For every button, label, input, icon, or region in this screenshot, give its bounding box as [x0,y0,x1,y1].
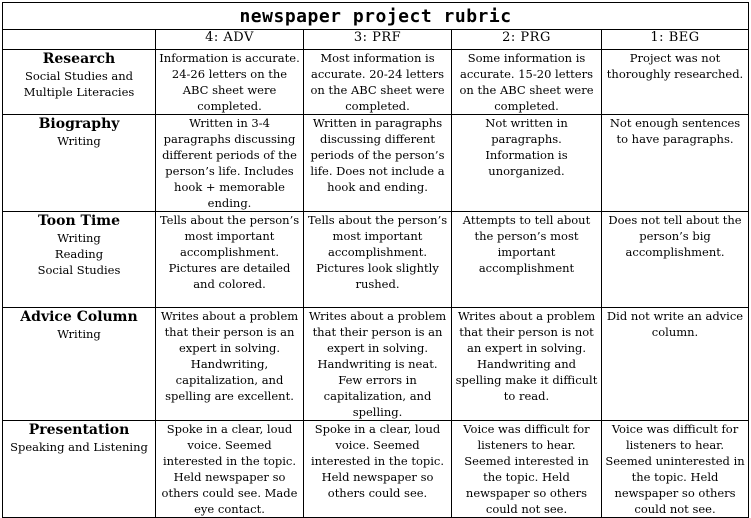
level-header: 1: BEG [602,30,749,50]
category-title: Biography [38,116,120,132]
level-header: 4: ADV [156,30,304,50]
criteria-cell: Project was not thoroughly researched. [602,50,749,115]
level-header: 3: PRF [304,30,452,50]
category-title: Presentation [28,422,130,438]
criteria-cell: Some information is accurate. 15-20 letters on the ABC sheet were completed. [452,50,602,115]
criteria-cell: Writes about a problem that their person is an expert in solving. Handwriting, capitalization, and spelling are excellent. [156,308,304,421]
criteria-cell: Voice was difficult for listeners to hear. Seemed uninterested in the topic. Held newspaper so others could not see. [602,421,749,518]
header-row [3,30,749,50]
criteria-cell: Does not tell about the person’s big accomplishment. [602,212,749,308]
category-subject: Multiple Literacies [23,85,135,99]
criteria-cell: Voice was difficult for listeners to hear. Seemed interested in the topic. Held newspaper so others could not see. [452,421,602,518]
rubric-row-presentation [3,421,749,518]
category-subject: Social Studies [37,263,121,277]
criteria-cell: Written in 3-4 paragraphs discussing different periods of the person’s life. Includes hook + memorable ending. [156,115,304,212]
criteria-cell: Spoke in a clear, loud voice. Seemed interested in the topic. Held newspaper so others could see. Made eye contact. [156,421,304,518]
criteria-cell: Written in paragraphs discussing different periods of the person’s life. Does not include a hook and ending. [304,115,452,212]
category-cell [3,115,156,212]
criteria-cell: Not written in paragraphs. Information is unorganized. [452,115,602,212]
category-title: Advice Column [20,309,138,325]
rubric-table [2,2,749,518]
criteria-cell: Spoke in a clear, loud voice. Seemed interested in the topic. Held newspaper so others could see. [304,421,452,518]
category-title: Toon Time [38,213,120,229]
rubric-row-advice-column [3,308,749,421]
criteria-cell: Tells about the person’s most important accomplishment. Pictures are detailed and colored. [156,212,304,308]
category-subject: Reading [54,247,104,261]
category-cell [3,212,156,308]
rubric-row-toon-time [3,212,749,308]
criteria-cell: Writes about a problem that their person is not an expert in solving. Handwriting and spelling make it difficult to read. [452,308,602,421]
level-header: 2: PRG [452,30,602,50]
title-row [3,3,749,30]
category-cell [3,308,156,421]
category-subject: Writing [57,327,101,341]
criteria-cell: Writes about a problem that their person is an expert in solving. Handwriting is neat. Few errors in capitalization, and spelling. [304,308,452,421]
category-cell [3,50,156,115]
criteria-cell: Did not write an advice column. [602,308,749,421]
category-subject: Writing [57,231,101,245]
criteria-cell: Tells about the person’s most important accomplishment. Pictures look slightly rushed. [304,212,452,308]
category-subject: Social Studies and [24,69,134,83]
criteria-cell: Information is accurate. 24-26 letters on the ABC sheet were completed. [156,50,304,115]
category-title: Research [42,51,116,67]
category-subject: Speaking and Listening [10,440,148,454]
criteria-cell: Not enough sentences to have paragraphs. [602,115,749,212]
criteria-cell: Most information is accurate. 20-24 letters on the ABC sheet were completed. [304,50,452,115]
rubric-row-research [3,50,749,115]
rubric-row-biography [3,115,749,212]
category-subject: Writing [57,134,101,148]
header-empty [3,30,156,50]
category-cell [3,421,156,518]
rubric-title: newspaper project rubric [3,3,749,30]
criteria-cell: Attempts to tell about the person’s most important accomplishment [452,212,602,308]
